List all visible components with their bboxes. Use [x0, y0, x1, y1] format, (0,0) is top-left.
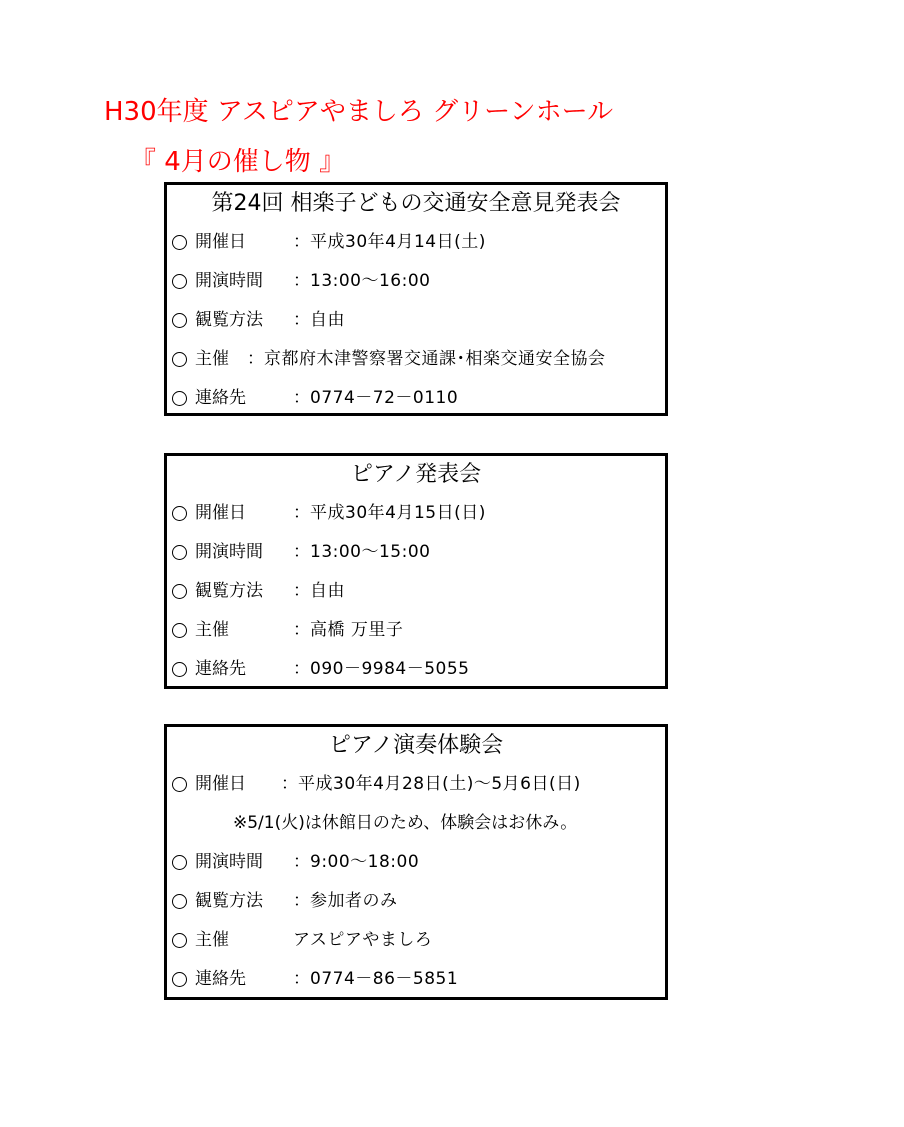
circle-bullet-icon [172, 855, 187, 870]
event-admission-row [167, 301, 665, 340]
event-box-traffic-safety [164, 182, 668, 416]
circle-bullet-icon [172, 933, 187, 948]
event-time-row [167, 533, 665, 572]
row-separator: ： [293, 969, 310, 989]
row-value: 平成30年4月28日(土)～5月6日(日) [298, 774, 581, 794]
circle-bullet-icon [172, 274, 187, 289]
row-label: 主催 [195, 620, 229, 640]
row-label: 開催日 [195, 503, 246, 523]
circle-bullet-icon [172, 662, 187, 677]
circle-bullet-icon [172, 313, 187, 328]
row-value: 平成30年4月15日(日) [310, 503, 486, 523]
row-label: 観覧方法 [195, 310, 263, 330]
circle-bullet-icon [172, 235, 187, 250]
row-label: 開催日 [195, 774, 246, 794]
event-date-row [167, 494, 665, 533]
event-time-row [167, 262, 665, 301]
row-separator: ： [293, 852, 310, 872]
event-admission-row [167, 572, 665, 611]
row-value: アスピアやましろ [293, 930, 433, 950]
row-value: 京都府木津警察署交通課･相楽交通安全協会 [264, 349, 606, 369]
circle-bullet-icon [172, 352, 187, 367]
event-date-row [167, 765, 665, 804]
event-admission-row [167, 882, 665, 921]
row-label: 観覧方法 [195, 581, 263, 601]
row-value: 参加者のみ [310, 891, 398, 911]
row-value: 0774－72－0110 [310, 388, 459, 408]
row-label: 開演時間 [195, 852, 263, 872]
row-label: 開演時間 [195, 271, 263, 291]
row-separator: ： [247, 349, 264, 369]
row-separator: ： [293, 620, 310, 640]
row-value: 090－9984－5055 [310, 659, 470, 679]
event-box-piano-trial [164, 724, 668, 1000]
event-contact-row [167, 379, 665, 418]
event-contact-row [167, 650, 665, 689]
row-separator: ： [293, 271, 310, 291]
event-date-row [167, 223, 665, 262]
circle-bullet-icon [172, 777, 187, 792]
circle-bullet-icon [172, 545, 187, 560]
circle-bullet-icon [172, 506, 187, 521]
row-label: 連絡先 [195, 388, 246, 408]
row-value: 0774－86－5851 [310, 969, 459, 989]
row-separator: ： [293, 891, 310, 911]
circle-bullet-icon [172, 391, 187, 406]
event-time-row [167, 843, 665, 882]
circle-bullet-icon [172, 894, 187, 909]
row-separator: ： [293, 581, 310, 601]
event-organizer-row [167, 611, 665, 650]
event-note: ※5/1(火)は休館日のため、体験会はお休み。 [233, 813, 578, 833]
row-label: 連絡先 [195, 969, 246, 989]
row-value: 13:00～15:00 [310, 542, 431, 562]
event-contact-row [167, 960, 665, 999]
row-label: 開演時間 [195, 542, 263, 562]
page-subtitle: 『 4月の催し物 』 [130, 147, 346, 177]
row-value: 平成30年4月14日(土) [310, 232, 486, 252]
row-label: 主催 [195, 349, 229, 369]
circle-bullet-icon [172, 584, 187, 599]
row-label: 主催 [195, 930, 229, 950]
row-separator: ： [293, 232, 310, 252]
page-title: H30年度 アスピアやましろ グリーンホール [104, 97, 614, 127]
event-organizer-row [167, 921, 665, 960]
row-value: 高橋 万里子 [310, 620, 404, 640]
circle-bullet-icon [172, 972, 187, 987]
row-value: 9:00～18:00 [310, 852, 420, 872]
row-value: 自由 [310, 310, 345, 330]
row-separator: ： [281, 774, 298, 794]
row-separator: ： [293, 503, 310, 523]
row-label: 開催日 [195, 232, 246, 252]
event-title: ピアノ発表会 [350, 462, 482, 487]
row-label: 観覧方法 [195, 891, 263, 911]
row-separator: ： [293, 659, 310, 679]
row-value: 自由 [310, 581, 345, 601]
row-separator: ： [293, 542, 310, 562]
event-box-piano-recital [164, 453, 668, 689]
row-label: 連絡先 [195, 659, 246, 679]
row-separator: ： [293, 310, 310, 330]
row-separator: ： [293, 388, 310, 408]
event-title: 第24回 相楽子どもの交通安全意見発表会 [211, 191, 621, 216]
event-title: ピアノ演奏体験会 [328, 733, 504, 758]
row-value: 13:00～16:00 [310, 271, 431, 291]
event-organizer-row [167, 340, 665, 379]
circle-bullet-icon [172, 623, 187, 638]
